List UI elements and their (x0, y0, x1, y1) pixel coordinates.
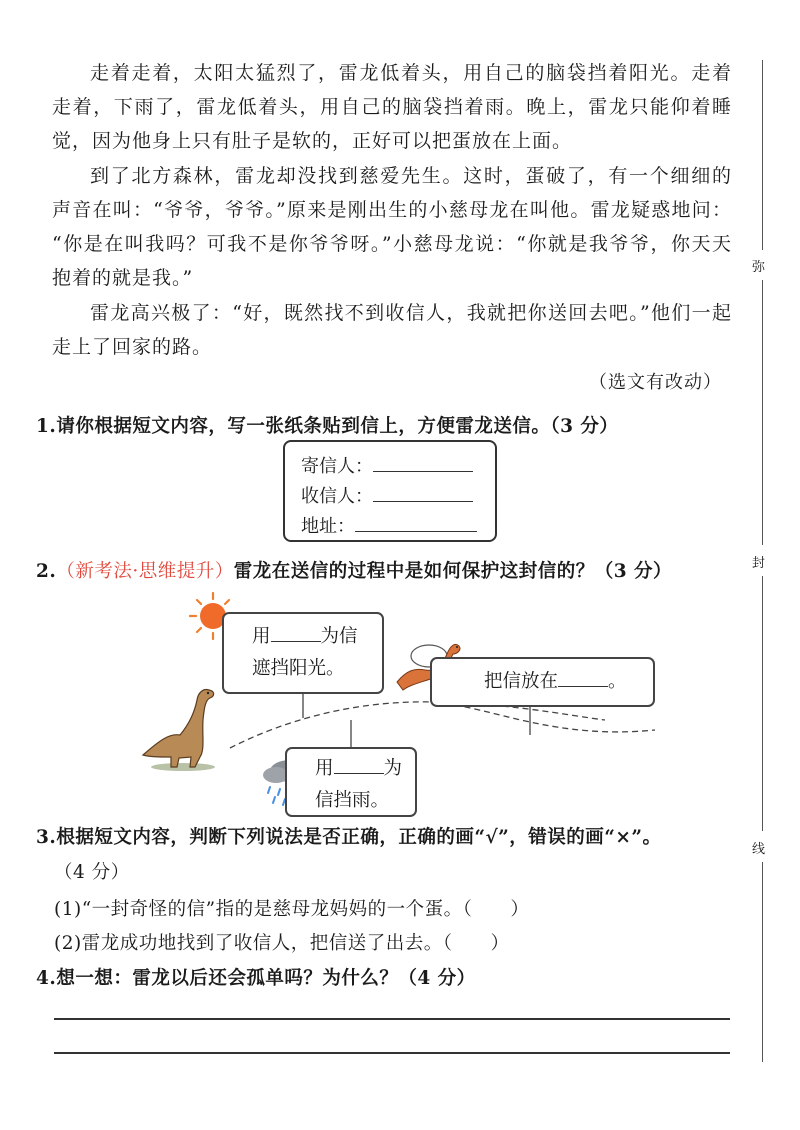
sun-box-text-b: 为信 (320, 626, 358, 647)
egg-box-text-b: 。 (608, 671, 627, 692)
dinosaur-icon (143, 690, 215, 771)
passage-line: 走着，下雨了，雷龙低着头，用自己的脑袋挡着雨。晚上，雷龙只能仰着睡 (52, 96, 732, 118)
note-card (283, 440, 497, 542)
question-4: 4.想一想：雷龙以后还会孤单吗？为什么？（4 分） (36, 968, 476, 989)
passage-line: 走着走着，太阳太猛烈了，雷龙低着头，用自己的脑袋挡着阳光。走着 (90, 62, 732, 84)
rain-protection-box (285, 747, 417, 817)
passage-line: “你是在叫我吗？可我不是你爷爷呀。”小慈母龙说：“你就是我爷爷，你天天 (52, 233, 732, 255)
question-3-item-1[interactable]: (1)“一封奇怪的信”指的是慈母龙妈妈的一个蛋。（ ） (54, 899, 530, 920)
address-blank[interactable] (355, 514, 477, 532)
source-note: （选文有改动） (589, 372, 722, 393)
note-row-receiver (301, 482, 473, 508)
answer-line-2[interactable] (54, 1052, 730, 1054)
address-label: 地址： (301, 516, 355, 537)
question-2-tag: （新考法·思维提升） (56, 561, 234, 582)
sun-box-text-c: 遮挡阳光。 (252, 658, 345, 679)
question-3-item-2[interactable]: (2)雷龙成功地找到了收信人，把信送了出去。（ ） (54, 933, 510, 954)
rain-box-text-a: 用 (315, 758, 334, 779)
passage-line: 雷龙高兴极了：“好，既然找不到收信人，我就把你送回去吧。”他们一起 (90, 302, 732, 324)
egg-box-text-a: 把信放在 (484, 671, 559, 692)
answer-line-1[interactable] (54, 1018, 730, 1020)
sun-protection-box (222, 612, 384, 694)
margin-char-mi: 弥 (752, 260, 766, 275)
passage-line: 声音在叫：“爷爷，爷爷。”原来是刚出生的小慈母龙在叫他。雷龙疑惑地问： (52, 199, 732, 221)
margin-line-top (762, 60, 763, 250)
margin-line-bottom (762, 862, 763, 1062)
margin-char-xian: 线 (752, 842, 766, 857)
protection-diagram (135, 590, 695, 820)
passage-paragraph-3 (52, 296, 732, 364)
sun-box-text-a: 用 (252, 626, 271, 647)
note-row-address (301, 512, 477, 538)
question-3-points: （4 分） (54, 862, 130, 883)
sender-label: 寄信人： (301, 456, 373, 477)
question-1: 1.请你根据短文内容，写一张纸条贴到信上，方便雷龙送信。（3 分） (36, 416, 619, 437)
passage-paragraph-2 (52, 159, 732, 295)
sender-blank[interactable] (373, 454, 473, 472)
note-row-sender (301, 452, 473, 478)
egg-box-blank[interactable] (558, 669, 608, 687)
passage-paragraph-1 (52, 56, 732, 158)
margin-line-mid1 (762, 280, 763, 545)
margin-char-feng: 封 (752, 556, 766, 571)
egg-placement-box (430, 657, 655, 707)
receiver-label: 收信人： (301, 486, 373, 507)
passage-line: 到了北方森林，雷龙却没找到慈爱先生。这时，蛋破了，有一个细细的 (90, 165, 732, 187)
rain-box-blank[interactable] (334, 756, 384, 774)
question-2 (36, 557, 672, 583)
rain-box-text-b: 为 (383, 758, 403, 779)
path-dashed (230, 702, 605, 748)
passage-line: 觉，因为他身上只有肚子是软的，正好可以把蛋放在上面。 (52, 130, 573, 152)
sun-box-blank[interactable] (271, 624, 321, 642)
passage-line: 抱着的就是我。” (52, 267, 194, 289)
passage-line: 走上了回家的路。 (52, 336, 213, 358)
question-3: 3.根据短文内容，判断下列说法是否正确，正确的画“√”，错误的画“×”。 (36, 827, 662, 848)
question-2-text: 雷龙在送信的过程中是如何保护这封信的？（3 分） (233, 561, 673, 582)
question-2-number: 2. (36, 561, 57, 582)
margin-line-mid2 (762, 576, 763, 831)
rain-box-text-c: 信挡雨。 (315, 790, 390, 811)
receiver-blank[interactable] (373, 484, 473, 502)
